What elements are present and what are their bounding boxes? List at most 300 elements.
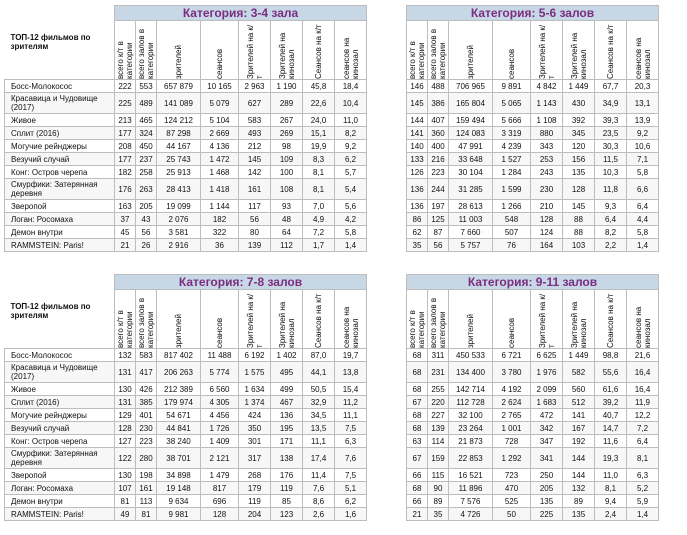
table-cell: 360	[428, 127, 449, 140]
table-cell: 2 624	[493, 396, 531, 409]
table-block-5-6	[406, 5, 659, 252]
table-cell: 400	[428, 140, 449, 153]
table-cell: 13,8	[335, 362, 367, 383]
table-cell: 553	[136, 80, 157, 93]
table-cell: 67,7	[595, 80, 627, 93]
col-header: сеансов на кинозал	[633, 306, 652, 348]
table-cell: 6,3	[627, 469, 659, 482]
table-cell: 127	[115, 435, 136, 448]
table-cell: 134 400	[449, 362, 493, 383]
table-cell: 176	[115, 179, 136, 200]
film-name: Могучие рейнджеры	[5, 140, 115, 153]
table-cell: 223	[428, 166, 449, 179]
table-cell: 130	[115, 469, 136, 482]
table-cell: 9,2	[627, 127, 659, 140]
table-row	[5, 422, 367, 435]
table-cell: 119	[239, 495, 271, 508]
table-cell: 68	[407, 482, 428, 495]
table-cell: 22,6	[303, 93, 335, 114]
table-cell: 56	[428, 239, 449, 252]
table-cell: 140	[407, 140, 428, 153]
table-cell: 50,5	[303, 383, 335, 396]
table-cell: 2,2	[595, 239, 627, 252]
col-header: Зрителей на к/т	[537, 24, 556, 79]
table-row	[5, 435, 367, 448]
table-cell: 6,2	[335, 495, 367, 508]
table-cell: 48	[271, 213, 303, 226]
col-header: Зрителей на кинозал	[277, 301, 296, 348]
col-header: всего к/т в категории	[408, 41, 426, 79]
table-cell: 120	[563, 140, 595, 153]
table-cell: 87 298	[157, 127, 201, 140]
table-cell: 512	[563, 396, 595, 409]
table-cell: 5,8	[627, 166, 659, 179]
table-cell: 141	[563, 409, 595, 422]
table-cell: 9 891	[493, 80, 531, 93]
table-cell: 11,9	[627, 396, 659, 409]
table-cell: 1,4	[627, 239, 659, 252]
table-cell: 728	[493, 435, 531, 448]
col-header: Сеансов на к/т	[606, 293, 615, 348]
table-cell: 548	[493, 213, 531, 226]
table-cell: 90	[428, 482, 449, 495]
table-cell: 32,9	[303, 396, 335, 409]
table-cell: 231	[428, 362, 449, 383]
table-row	[5, 349, 367, 362]
table-cell: 1 726	[201, 422, 239, 435]
table-body	[5, 349, 367, 521]
table-cell: 182	[115, 166, 136, 179]
col-header: Зрителей на к/т	[537, 293, 556, 348]
table-cell: 117	[239, 200, 271, 213]
table-cell: 1 468	[201, 166, 239, 179]
table-cell: 6,6	[627, 179, 659, 200]
table-cell: 1 144	[201, 200, 239, 213]
table-row	[407, 213, 659, 226]
table-cell: 89	[428, 495, 449, 508]
table-cell: 64	[271, 226, 303, 239]
table-cell: 161	[239, 179, 271, 200]
table-cell: 100	[271, 166, 303, 179]
table-row	[5, 448, 367, 469]
table-cell: 8,2	[595, 226, 627, 239]
table-cell: 345	[563, 127, 595, 140]
film-name: Сплит (2016)	[5, 396, 115, 409]
table-cell: 128	[201, 508, 239, 521]
table-body	[5, 80, 367, 252]
table-cell: 4,9	[303, 213, 335, 226]
table-cell: 4 239	[493, 140, 531, 153]
table-cell: 124 083	[449, 127, 493, 140]
table-cell: 25 743	[157, 153, 201, 166]
table-cell: 4,2	[335, 213, 367, 226]
film-name: Везучий случай	[5, 422, 115, 435]
table-cell: 583	[136, 349, 157, 362]
table-cell: 68	[407, 409, 428, 422]
film-name: Конг: Остров черепа	[5, 435, 115, 448]
table-body	[407, 80, 659, 252]
table-cell: 34 898	[157, 469, 201, 482]
table-row	[407, 383, 659, 396]
table-cell: 493	[239, 127, 271, 140]
table-cell: 401	[136, 409, 157, 422]
table-cell: 115	[428, 469, 449, 482]
table-cell: 31 285	[449, 179, 493, 200]
table-cell: 132	[563, 482, 595, 495]
table-cell: 68	[407, 422, 428, 435]
table-cell: 657 879	[157, 80, 201, 93]
table-cell: 19,3	[595, 448, 627, 469]
table-cell: 2 916	[157, 239, 201, 252]
table-cell: 5 774	[201, 362, 239, 383]
table-cell: 1 479	[201, 469, 239, 482]
table-cell: 4 456	[201, 409, 239, 422]
table-cat-3-4	[4, 5, 367, 252]
table-cell: 627	[239, 93, 271, 114]
table-cell: 38 701	[157, 448, 201, 469]
table-cell: 145	[563, 200, 595, 213]
table-row	[5, 495, 367, 508]
table-cell: 225	[115, 93, 136, 114]
table-cell: 10,4	[335, 93, 367, 114]
table-cell: 430	[563, 93, 595, 114]
table-cell: 34,5	[303, 409, 335, 422]
header-row	[407, 290, 659, 349]
table-cell: 250	[531, 469, 563, 482]
film-name: Живое	[5, 383, 115, 396]
table-cell: 68	[407, 349, 428, 362]
table-cell: 144	[563, 469, 595, 482]
table-cell: 583	[239, 114, 271, 127]
table-cell: 237	[136, 153, 157, 166]
table-cell: 268	[239, 469, 271, 482]
table-cell: 76	[493, 239, 531, 252]
table-cell: 16,4	[627, 362, 659, 383]
table-cell: 182	[201, 213, 239, 226]
table-row	[407, 435, 659, 448]
table-row	[5, 200, 367, 213]
table-cell: 14,7	[595, 422, 627, 435]
table-cell: 5,8	[335, 226, 367, 239]
table-cell: 205	[136, 200, 157, 213]
table-cell: 341	[531, 448, 563, 469]
table-cell: 25 913	[157, 166, 201, 179]
table-cell: 171	[271, 435, 303, 448]
table-cell: 230	[531, 179, 563, 200]
table-row	[407, 448, 659, 469]
corner-label: ТОП-12 фильмов по зрителям	[5, 6, 115, 80]
table-cell: 34,9	[595, 93, 627, 114]
table-row	[407, 362, 659, 383]
table-row	[407, 153, 659, 166]
table-cell: 10,6	[627, 140, 659, 153]
table-cell: 28 613	[449, 200, 493, 213]
table-cell: 227	[428, 409, 449, 422]
table-cell: 81	[136, 508, 157, 521]
table-cell: 424	[239, 409, 271, 422]
table-cell: 525	[493, 495, 531, 508]
table-cell: 124	[531, 226, 563, 239]
table-cell: 6 192	[239, 349, 271, 362]
table-cell: 43	[136, 213, 157, 226]
table-cell: 204	[239, 508, 271, 521]
table-cell: 126	[407, 166, 428, 179]
table-cell: 5,2	[627, 482, 659, 495]
table-cell: 267	[271, 114, 303, 127]
table-cell: 407	[428, 114, 449, 127]
table-row	[5, 153, 367, 166]
table-cell: 135	[563, 166, 595, 179]
col-header: сеансов	[507, 48, 516, 79]
table-cell: 212 389	[157, 383, 201, 396]
table-cell: 263	[136, 179, 157, 200]
table-cell: 15,4	[335, 383, 367, 396]
table-cell: 44 841	[157, 422, 201, 435]
table-cell: 163	[115, 200, 136, 213]
table-cell: 1 418	[201, 179, 239, 200]
film-name: RAMMSTEIN: Paris!	[5, 239, 115, 252]
table-cell: 9,2	[335, 140, 367, 153]
table-cell: 225	[531, 508, 563, 521]
table-cell: 56	[239, 213, 271, 226]
table-cell: 8,2	[335, 127, 367, 140]
table-row	[5, 93, 367, 114]
table-cell: 164	[531, 239, 563, 252]
table-cell: 98	[271, 140, 303, 153]
table-cell: 426	[136, 383, 157, 396]
film-name: Босс-Молокосос	[5, 349, 115, 362]
table-cell: 280	[136, 448, 157, 469]
table-cell: 253	[531, 153, 563, 166]
col-header: Зрителей на к/т	[245, 293, 264, 348]
table-cell: 21	[115, 239, 136, 252]
table-cell: 63	[407, 435, 428, 448]
table-cell: 6 625	[531, 349, 563, 362]
table-cell: 11,4	[303, 469, 335, 482]
col-header: зрителей	[466, 45, 475, 79]
table-cell: 93	[271, 200, 303, 213]
table-cell: 450	[136, 140, 157, 153]
table-row	[5, 362, 367, 383]
film-name: RAMMSTEIN: Paris!	[5, 508, 115, 521]
table-cell: 22 853	[449, 448, 493, 469]
table-cell: 112 728	[449, 396, 493, 409]
table-cell: 5,4	[335, 179, 367, 200]
table-cell: 1 409	[201, 435, 239, 448]
table-row	[5, 127, 367, 140]
table-cell: 21	[407, 508, 428, 521]
table-row	[407, 422, 659, 435]
col-header: зрителей	[466, 314, 475, 348]
table-cell: 11,5	[595, 153, 627, 166]
table-row	[407, 166, 659, 179]
table-cell: 706 965	[449, 80, 493, 93]
table-cell: 223	[136, 435, 157, 448]
table-cat-9-11	[406, 274, 659, 521]
table-cell: 145	[239, 153, 271, 166]
col-header: сеансов	[215, 317, 224, 348]
table-cell: 161	[136, 482, 157, 495]
table-cell: 3 319	[493, 127, 531, 140]
table-cell: 6,3	[335, 435, 367, 448]
film-name: Смурфики: Затерянная деревня	[5, 448, 115, 469]
table-cell: 5,6	[335, 200, 367, 213]
table-cell: 1 190	[271, 80, 303, 93]
table-cell: 80	[239, 226, 271, 239]
table-block-9-11	[406, 274, 659, 521]
table-cell: 1 143	[531, 93, 563, 114]
table-cell: 8,1	[303, 166, 335, 179]
table-body	[407, 349, 659, 521]
table-cell: 17,4	[303, 448, 335, 469]
table-row	[5, 383, 367, 396]
table-cell: 10 165	[201, 80, 239, 93]
table-cell: 11 896	[449, 482, 493, 495]
table-cell: 141 089	[157, 93, 201, 114]
table-row	[5, 226, 367, 239]
table-cell: 7,5	[335, 422, 367, 435]
table-cat-5-6	[406, 5, 659, 252]
table-cell: 45,8	[303, 80, 335, 93]
table-cell: 244	[428, 179, 449, 200]
table-row	[407, 495, 659, 508]
table-cell: 1 108	[531, 114, 563, 127]
table-cell: 21 873	[449, 435, 493, 448]
table-cell: 141	[407, 127, 428, 140]
table-cell: 2 963	[239, 80, 271, 93]
table-cell: 68	[407, 383, 428, 396]
table-cell: 6,4	[595, 213, 627, 226]
table-cell: 6,4	[627, 200, 659, 213]
table-cell: 9 981	[157, 508, 201, 521]
table-row	[407, 508, 659, 521]
table-row	[5, 482, 367, 495]
table-cell: 165 804	[449, 93, 493, 114]
table-cell: 8,6	[303, 495, 335, 508]
table-cell: 385	[136, 396, 157, 409]
table-cell: 35	[407, 239, 428, 252]
table-cell: 87	[428, 226, 449, 239]
table-cell: 723	[493, 469, 531, 482]
table-cell: 5 065	[493, 93, 531, 114]
table-cell: 19 099	[157, 200, 201, 213]
table-cell: 81	[115, 495, 136, 508]
table-cell: 11,1	[335, 409, 367, 422]
table-cell: 19,7	[335, 349, 367, 362]
col-header: всего залов в категории	[137, 28, 155, 79]
table-cell: 220	[428, 396, 449, 409]
table-cell: 7,2	[303, 226, 335, 239]
film-name: Красавица и Чудовище (2017)	[5, 93, 115, 114]
table-cell: 44 167	[157, 140, 201, 153]
table-cell: 213	[115, 114, 136, 127]
col-header: всего залов в категории	[429, 28, 447, 79]
table-cell: 6,4	[627, 435, 659, 448]
table-cell: 198	[136, 469, 157, 482]
table-cell: 301	[239, 435, 271, 448]
table-cell: 103	[563, 239, 595, 252]
table-cell: 311	[428, 349, 449, 362]
table-cell: 8,1	[595, 482, 627, 495]
table-cell: 467	[271, 396, 303, 409]
table-cell: 2 076	[157, 213, 201, 226]
table-cell: 7 576	[449, 495, 493, 508]
table-cell: 133	[407, 153, 428, 166]
table-cell: 1 001	[493, 422, 531, 435]
table-cell: 470	[493, 482, 531, 495]
table-cell: 350	[239, 422, 271, 435]
film-name: Смурфики: Затерянная деревня	[5, 179, 115, 200]
table-cell: 107	[115, 482, 136, 495]
table-cell: 195	[271, 422, 303, 435]
table-cell: 62	[407, 226, 428, 239]
table-cell: 2 669	[201, 127, 239, 140]
table-cell: 40,7	[595, 409, 627, 422]
table-row	[5, 469, 367, 482]
film-name: Зверопой	[5, 469, 115, 482]
table-cell: 255	[428, 383, 449, 396]
table-cell: 44,1	[303, 362, 335, 383]
table-cell: 817	[201, 482, 239, 495]
table-cell: 5 079	[201, 93, 239, 114]
col-header: всего залов в категории	[137, 297, 155, 348]
table-cell: 56	[136, 226, 157, 239]
table-cell: 1 374	[239, 396, 271, 409]
film-name: Демон внутри	[5, 226, 115, 239]
table-cell: 68	[407, 362, 428, 383]
table-cell: 507	[493, 226, 531, 239]
table-row	[407, 127, 659, 140]
table-cell: 39,3	[595, 114, 627, 127]
col-header: Сеансов на к/т	[606, 24, 615, 79]
table-cell: 208	[115, 140, 136, 153]
table-row	[407, 239, 659, 252]
table-cell: 11,6	[595, 435, 627, 448]
table-cell: 19 148	[157, 482, 201, 495]
table-cell: 11,2	[335, 396, 367, 409]
col-header: всего к/т в категории	[408, 310, 426, 348]
table-cat-7-8	[4, 274, 367, 521]
table-row	[407, 396, 659, 409]
table-cell: 132	[115, 349, 136, 362]
table-cell: 9,4	[595, 495, 627, 508]
table-cell: 11 488	[201, 349, 239, 362]
table-row	[407, 409, 659, 422]
table-cell: 450 533	[449, 349, 493, 362]
col-header: всего к/т в категории	[116, 41, 134, 79]
table-cell: 12,2	[627, 409, 659, 422]
table-cell: 2,6	[303, 508, 335, 521]
col-header: всего к/т в категории	[116, 310, 134, 348]
table-cell: 131	[115, 396, 136, 409]
col-header: Сеансов на к/т	[314, 293, 323, 348]
table-cell: 130	[115, 383, 136, 396]
table-row	[5, 80, 367, 93]
table-cell: 142	[239, 166, 271, 179]
table-cell: 13,1	[627, 93, 659, 114]
table-cell: 3 581	[157, 226, 201, 239]
table-cell: 9 634	[157, 495, 201, 508]
table-cell: 1 634	[239, 383, 271, 396]
table-cell: 696	[201, 495, 239, 508]
col-header: Сеансов на к/т	[314, 24, 323, 79]
table-cell: 13,9	[627, 114, 659, 127]
table-cell: 11,0	[335, 114, 367, 127]
table-cell: 176	[271, 469, 303, 482]
col-header: Зрителей на кинозал	[569, 301, 588, 348]
table-cell: 880	[531, 127, 563, 140]
table-cell: 7,0	[303, 200, 335, 213]
